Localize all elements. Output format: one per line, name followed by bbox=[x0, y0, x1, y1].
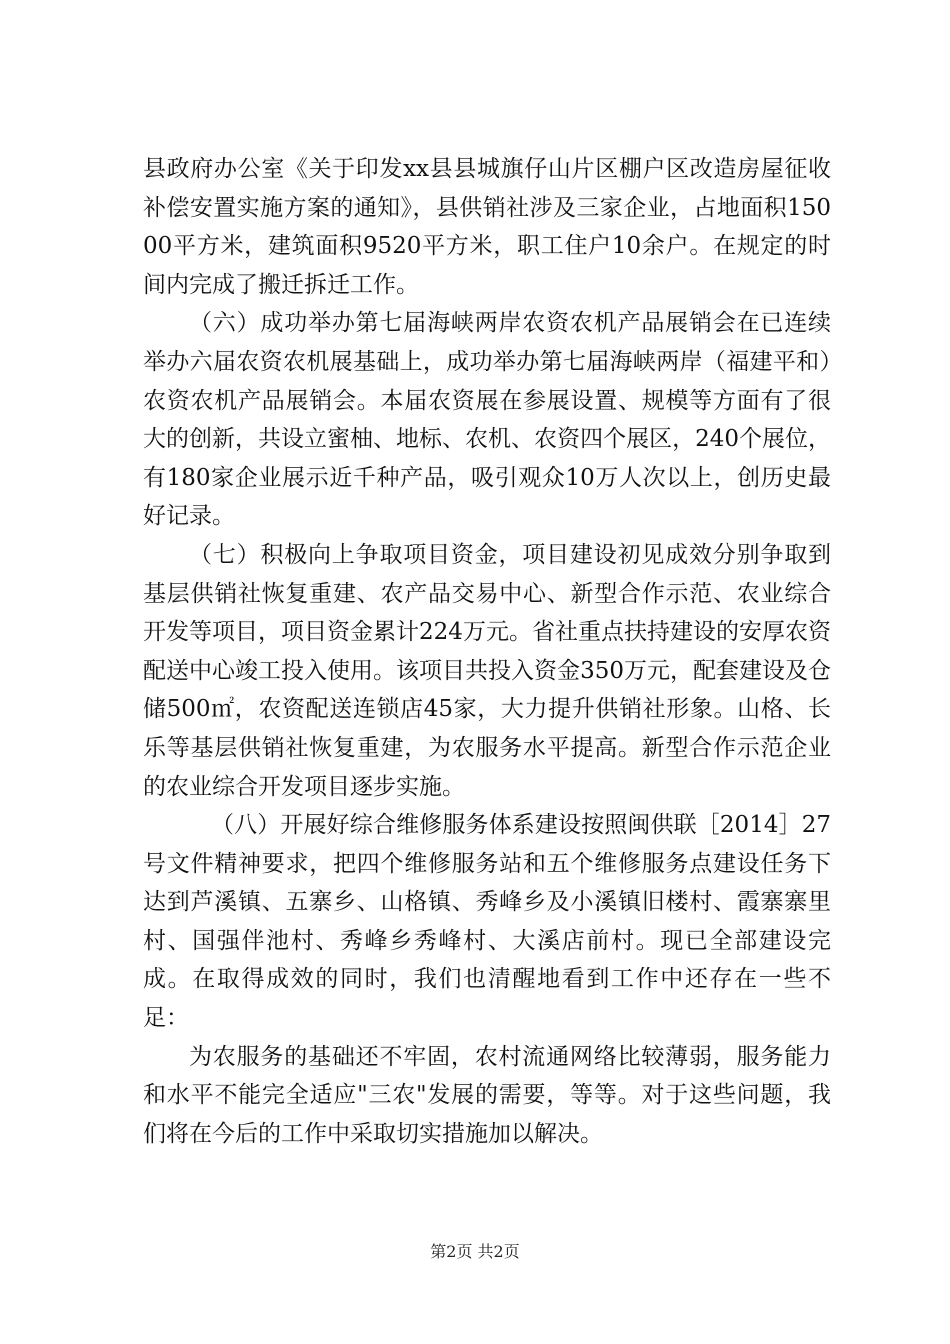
paragraph-relocation: 县政府办公室《关于印发xx县县城旗仔山片区棚户区改造房屋征收补偿安置实施方案的通知》，县供销社涉及三家企业，占地面积15000平方米，建筑面积9520平方米，职工住户10余户。在规定的时间内完成了搬迁拆迁工作。 bbox=[143, 156, 831, 298]
document-body bbox=[143, 150, 831, 1153]
paragraph-expo: （六）成功举办第七届海峡两岸农资农机产品展销会在已连续举办六届农资农机展基础上，成功举办第七届海峡两岸（福建平和）农资农机产品展销会。本届农资展在参展设置、规模等方面有了很大的创新，共设立蜜柚、地标、农机、农资四个展区，240个展位，有180家企业展示近千种产品，吸引观众10万人次以上，创历史最好记录。 bbox=[143, 310, 831, 530]
paragraph-shortcomings: 为农服务的基础还不牢固，农村流通网络比较薄弱，服务能力和水平不能完全适应"三农"发展的需要，等等。对于这些问题，我们将在今后的工作中采取切实措施加以解决。 bbox=[143, 1043, 831, 1147]
page-footer bbox=[0, 1242, 950, 1262]
paragraph-project-funds: （七）积极向上争取项目资金，项目建设初见成效分别争取到基层供销社恢复重建、农产品交易中心、新型合作示范、农业综合开发等项目，项目资金累计224万元。省社重点扶持建设的安厚农资配送中心竣工投入使用。该项目共投入资金350万元，配套建设及仓储500㎡，农资配送连锁店45家，大力提升供销社形象。山格、长乐等基层供销社恢复重建，为农服务水平提高。新型合作示范企业的农业综合开发项目逐步实施。 bbox=[143, 541, 831, 800]
page-number-label: 第2页 共2页 bbox=[430, 1242, 520, 1261]
paragraph-repair-service: （八）开展好综合维修服务体系建设按照闽供联［2014］27号文件精神要求，把四个维修服务站和五个维修服务点建设任务下达到芦溪镇、五寨乡、山格镇、秀峰乡及小溪镇旧楼村、霞寨寨里村、国强伴池村、秀峰乡秀峰村、大溪店前村。现已全部建设完成。在取得成效的同时，我们也清醒地看到工作中还存在一些不足： bbox=[143, 812, 831, 1032]
